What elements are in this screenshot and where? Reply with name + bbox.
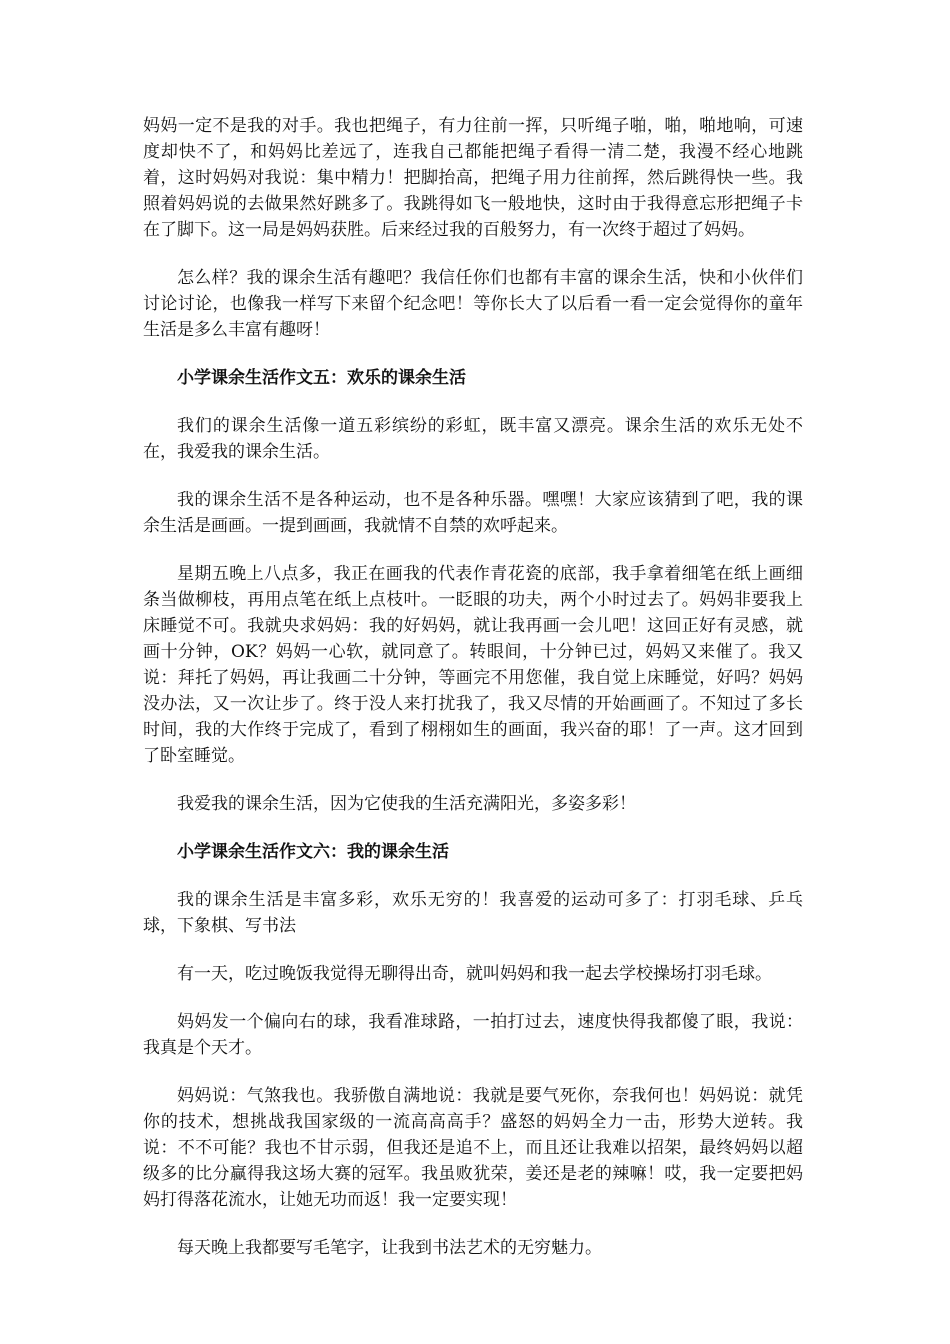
paragraph: 我爱我的课余生活，因为它使我的生活充满阳光，多姿多彩！ [177,794,636,814]
document-page [143,113,803,1283]
paragraph: 我们的课余生活像一道五彩缤纷的彩虹，既丰富又漂亮。课余生活的欢乐无处不在，我爱我的课余生活。 [143,416,803,462]
paragraph: 妈妈一定不是我的对手。我也把绳子，有力往前一挥，只听绳子啪，啪，啪地响，可速度却快不了，和妈妈比差远了，连我自己都能把绳子看得一清二楚，我漫不经心地跳着，这时妈妈对我说：集中精力！把脚抬高，把绳子用力往前挥，然后跳得快一些。我照着妈妈说的去做果然好跳多了。我跳得如飞一般地快，这时由于我得意忘形把绳子卡在了脚下。这一局是妈妈获胜。后来经过我的百般努力，有一次终于超过了妈妈。 [143,116,803,240]
paragraph: 我的课余生活不是各种运动，也不是各种乐器。嘿嘿！大家应该猜到了吧，我的课余生活是画画。一提到画画，我就情不自禁的欢呼起来。 [143,490,803,536]
paragraph: 怎么样？我的课余生活有趣吧？我信任你们也都有丰富的课余生活，快和小伙伴们讨论讨论，也像我一样写下来留个纪念吧！等你长大了以后看一看一定会觉得你的童年生活是多么丰富有趣呀！ [143,268,803,340]
paragraph: 每天晚上我都要写毛笔字，让我到书法艺术的无穷魅力。 [177,1238,602,1258]
paragraph: 妈妈发一个偏向右的球，我看准球路，一拍打过去，速度快得我都傻了眼，我说：我真是个天才。 [143,1012,803,1058]
paragraph: 星期五晚上八点多，我正在画我的代表作青花瓷的底部，我手拿着细笔在纸上画细条当做柳枝，再用点笔在纸上点枝叶。一眨眼的功夫，两个小时过去了。妈妈非要我上床睡觉不可。我就央求妈妈：我的好妈妈，就让我再画一会儿吧！这回正好有灵感，就画十分钟，OK？妈妈一心软，就同意了。转眼间，十分钟已过，妈妈又来催了。我又说：拜托了妈妈，再让我画二十分钟，等画完不用您催，我自觉上床睡觉，好吗？妈妈没办法，又一次让步了。终于没人来打扰我了，我又尽情的开始画画了。不知过了多长时间，我的大作终于完成了，看到了栩栩如生的画面，我兴奋的耶！了一声。这才回到了卧室睡觉。 [143,564,803,766]
section-heading: 小学课余生活作文五：欢乐的课余生活 [177,368,466,388]
paragraph: 有一天，吃过晚饭我觉得无聊得出奇，就叫妈妈和我一起去学校操场打羽毛球。 [177,964,772,984]
paragraph: 我的课余生活是丰富多彩，欢乐无穷的！我喜爱的运动可多了：打羽毛球、乒乓球，下象棋、写书法 [143,890,803,936]
paragraph: 妈妈说：气煞我也。我骄傲自满地说：我就是要气死你，奈我何也！妈妈说：就凭你的技术，想挑战我国家级的一流高高高手？盛怒的妈妈全力一击，形势大逆转。我说：不不可能？我也不甘示弱，但我还是追不上，而且还让我难以招架，最终妈妈以超级多的比分赢得我这场大赛的冠军。我虽败犹荣，姜还是老的辣嘛！哎，我一定要把妈妈打得落花流水，让她无功而返！我一定要实现！ [143,1086,803,1210]
section-heading: 小学课余生活作文六：我的课余生活 [177,842,449,862]
